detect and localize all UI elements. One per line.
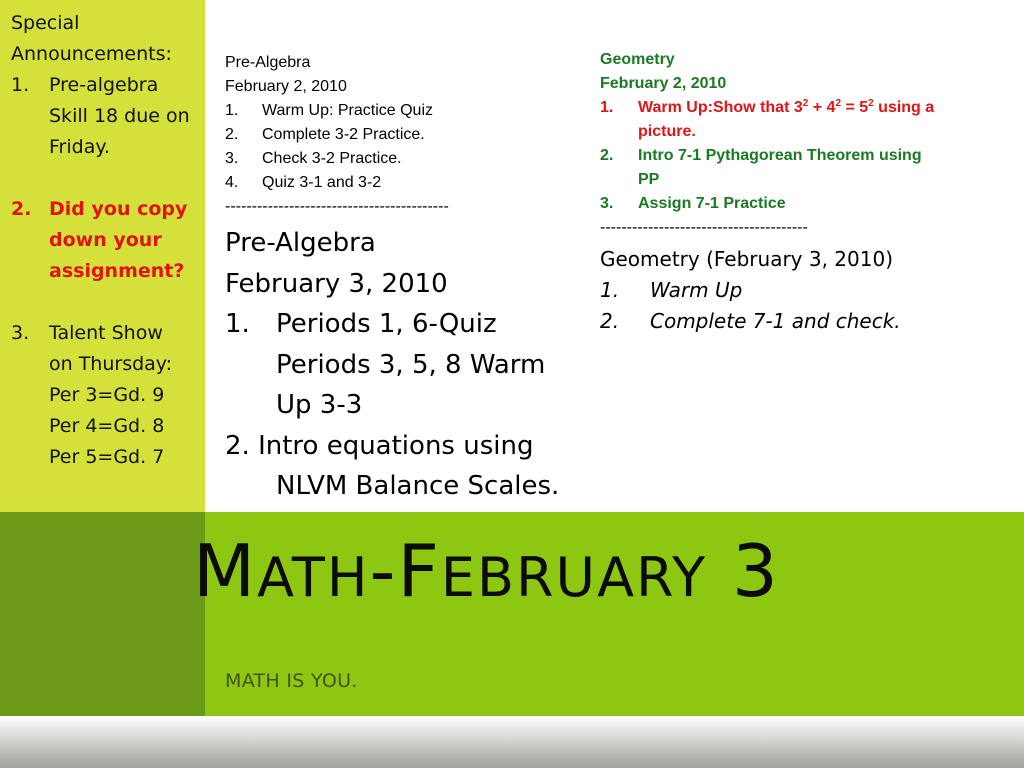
list-number: 3. (600, 195, 614, 212)
list-item (225, 147, 585, 171)
title-part: ATH (257, 546, 370, 609)
list-number: 1. (600, 278, 620, 302)
prealgebra-separator: ------------------------------------------ (225, 198, 449, 215)
geometry-feb2-title: Geometry (600, 51, 675, 68)
title-part: - (369, 529, 398, 613)
list-number: 2. (225, 126, 239, 143)
list-item (225, 99, 585, 123)
list-line: PP (638, 171, 660, 188)
geometry-feb3 (600, 244, 1020, 337)
list-number: 4. (225, 174, 239, 191)
geometry-separator: --------------------------------------- (600, 219, 808, 236)
list-line: assignment? (49, 260, 185, 282)
list-line: Did you copy (49, 198, 188, 220)
list-number: 2. (11, 198, 32, 220)
title-part: EBRUARY (440, 546, 708, 609)
footer-gradient (0, 717, 1024, 768)
title-part: F (397, 529, 441, 613)
slide-title (193, 523, 1013, 626)
announcements-list (11, 70, 206, 473)
list-line: on Thursday: (49, 353, 173, 375)
prealgebra-feb3 (225, 223, 585, 507)
sidebar-bottom-block (0, 512, 205, 717)
list-number: 2. (600, 309, 620, 333)
list-number: 3. (225, 150, 239, 167)
list-line: Up 3-3 (276, 390, 363, 420)
prealgebra-feb2-title: Pre-Algebra (225, 54, 311, 71)
list-line: picture. (638, 123, 696, 140)
announcements-title-line1: Special (11, 12, 80, 34)
geometry-feb2-date: February 2, 2010 (600, 75, 727, 92)
list-line: Assign 7-1 Practice (638, 195, 786, 212)
slide-subtitle: MATH IS YOU. (225, 670, 358, 692)
list-text: Warm Up: Practice Quiz (262, 102, 433, 119)
list-number: 1. (225, 102, 239, 119)
announcements (11, 8, 206, 473)
list-text: using a (873, 99, 935, 116)
prealgebra-feb2 (225, 51, 585, 219)
list-number: 1. (11, 74, 30, 96)
list-item (11, 318, 206, 473)
geometry-feb3-list (600, 275, 1020, 337)
geometry-column (600, 48, 1020, 337)
list-line: Periods 3, 5, 8 Warm (276, 349, 546, 380)
title-part: 3 (707, 529, 780, 613)
superscript: 2 (835, 98, 842, 109)
list-number: 2. (600, 147, 614, 164)
prealgebra-feb3-list (225, 304, 585, 426)
list-line: Skill 18 due on (49, 105, 190, 127)
list-text: Quiz 3-1 and 3-2 (262, 174, 382, 191)
announcements-title-line2: Announcements: (11, 43, 172, 65)
geometry-feb2-list (600, 96, 1020, 216)
list-line: Per 5=Gd. 7 (49, 446, 165, 468)
prealgebra-feb2-list (225, 99, 585, 195)
list-number: 3. (11, 322, 30, 344)
list-item (225, 123, 585, 147)
list-text: Complete 3-2 Practice. (262, 126, 425, 143)
superscript: 2 (802, 98, 809, 109)
prealgebra-feb3-date: February 3, 2010 (225, 268, 448, 299)
list-line: Periods 1, 6-Quiz (276, 309, 497, 339)
list-text: Complete 7-1 and check. (650, 309, 901, 333)
list-item (225, 304, 585, 426)
list-line: down your (49, 229, 162, 251)
geometry-feb3-title: Geometry (February 3, 2010) (600, 247, 894, 271)
list-item (600, 144, 1020, 192)
list-item (600, 192, 1020, 216)
list-item (11, 194, 206, 287)
geometry-feb2 (600, 48, 1020, 240)
title-part: M (193, 529, 258, 613)
list-item (600, 275, 1020, 306)
list-line: Talent Show (49, 322, 163, 344)
list-text: = 5 (841, 99, 869, 116)
list-item (225, 171, 585, 195)
list-line: Friday. (49, 136, 110, 158)
prealgebra-column (225, 51, 585, 507)
list-item (11, 70, 206, 163)
spacer (11, 287, 206, 318)
list-line: Intro 7-1 Pythagorean Theorem using (638, 147, 922, 164)
list-item (600, 96, 1020, 144)
list-number: 1. (225, 309, 250, 339)
prealgebra-feb2-date: February 2, 2010 (225, 78, 347, 95)
list-text: + 4 (808, 99, 836, 116)
list-line (638, 96, 1020, 120)
list-line: Pre-algebra (49, 74, 159, 96)
list-line: Per 3=Gd. 9 (49, 384, 165, 406)
prealgebra-feb3-item2-line2: NLVM Balance Scales. (276, 471, 560, 501)
spacer (11, 163, 206, 194)
list-item (600, 306, 1020, 337)
prealgebra-feb3-title: Pre-Algebra (225, 228, 376, 258)
list-line: Per 4=Gd. 8 (49, 415, 165, 437)
superscript: 2 (868, 98, 874, 109)
list-number: 1. (600, 99, 614, 116)
list-text: Check 3-2 Practice. (262, 150, 402, 167)
list-text: Warm Up:Show that 3 (638, 99, 803, 116)
prealgebra-feb3-item2-line1: 2. Intro equations using (225, 430, 534, 461)
list-text: Warm Up (650, 278, 743, 302)
